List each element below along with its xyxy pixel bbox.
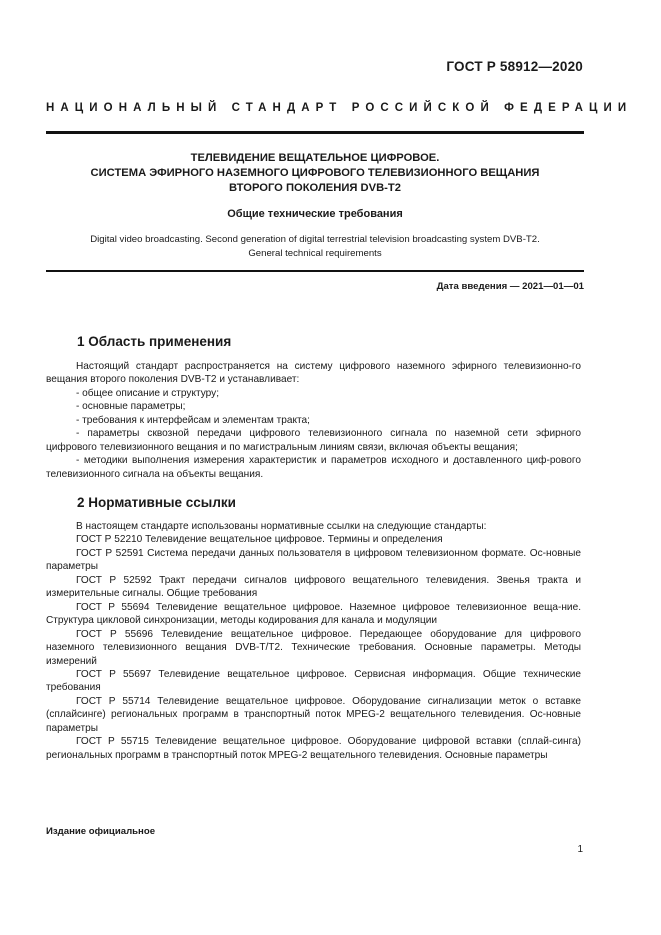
introduction-date: Дата введения — 2021—01—01 <box>436 281 584 292</box>
section-1-heading: 1 Область применения <box>77 334 232 349</box>
list-item: - параметры сквозной передачи цифрового телевизионного сигнала по наземной сети эфирного цифрового телевизионного вещания и по магистральным линиям связи, включая объекты вещания; <box>46 428 581 453</box>
reference-item: ГОСТ Р 55714 Телевидение вещательное цифровое. Оборудование сигнализации меток о вставке (сплайсинге) региональных программ в транспортный поток MPEG-2 вещательного телевидения. Ос-новные параметры <box>46 695 581 734</box>
paragraph: В настоящем стандарте использованы нормативные ссылки на следующие стандарты: <box>76 521 487 532</box>
section-2-heading: 2 Нормативные ссылки <box>77 495 236 510</box>
title-line-3: ВТОРОГО ПОКОЛЕНИЯ DVB-T2 <box>229 182 401 194</box>
reference-item: ГОСТ Р 52591 Система передачи данных пользователя в цифровом телевизионном формате. Ос-новные параметры <box>46 547 581 573</box>
english-title-line-2: General technical requirements <box>248 247 382 259</box>
reference-item: ГОСТ Р 55715 Телевидение вещательное цифровое. Оборудование цифровой вставки (сплай-синга) региональных программ в транспортный поток MPEG-2 вещательного телевидения. Основные параметры <box>46 736 581 761</box>
english-title-line-1: Digital video broadcasting. Second generation of digital terrestrial television broadcasting system DVB-T2. <box>90 234 540 245</box>
section-1-body <box>46 360 581 481</box>
list-item: - требования к интерфейсам и элементам тракта; <box>76 414 310 426</box>
national-standard-banner: НАЦИОНАЛЬНЫЙ СТАНДАРТ РОССИЙСКОЙ ФЕДЕРАЦИИ <box>46 102 633 114</box>
title-block <box>46 151 584 260</box>
reference-item: ГОСТ Р 55694 Телевидение вещательное цифровое. Наземное цифровое телевизионное веща-ние. Структура цикловой синхронизации, методы кодирования для канала и модуляции <box>46 601 581 627</box>
document-number: ГОСТ Р 58912—2020 <box>446 59 583 74</box>
title-line-2: СИСТЕМА ЭФИРНОГО НАЗЕМНОГО ЦИФРОВОГО ТЕЛЕВИЗИОННОГО ВЕЩАНИЯ <box>90 167 540 179</box>
reference-item: ГОСТ Р 52592 Тракт передачи сигналов цифрового вещательного телевидения. Звенья тракта и измерительные сигналы. Общие требования <box>46 574 581 600</box>
english-title <box>46 233 584 260</box>
list-item: - общее описание и структуру; <box>76 387 220 399</box>
reference-item: ГОСТ Р 55697 Телевидение вещательное цифровое. Сервисная информация. Общие технические требования <box>46 668 581 694</box>
list-item: - методики выполнения измерения характеристик и параметров исходного и доставленного циф-рового телевизионного сигнала на объекты вещания. <box>46 455 581 480</box>
page-number: 1 <box>577 844 583 855</box>
reference-item: ГОСТ Р 55696 Телевидение вещательное цифровое. Передающее оборудование для цифрового наземного телевизионного вещания DVB-T/T2. Технические требования. Основные параметры. Методы измерений <box>46 628 581 667</box>
official-edition-label: Издание официальное <box>46 826 156 837</box>
header-divider <box>46 131 584 134</box>
list-item: - основные параметры; <box>76 401 186 413</box>
paragraph: Настоящий стандарт распространяется на систему цифрового наземного эфирного телевизионно-го вещания второго поколения DVB-T2 и устанавливает: <box>46 361 581 386</box>
section-2-body <box>46 520 581 762</box>
reference-item: ГОСТ Р 52210 Телевидение вещательное цифровое. Термины и определения <box>76 534 443 546</box>
title-divider <box>46 270 584 272</box>
document-subtitle: Общие технические требования <box>227 208 403 220</box>
title-line-1: ТЕЛЕВИДЕНИЕ ВЕЩАТЕЛЬНОЕ ЦИФРОВОЕ. <box>190 152 440 164</box>
